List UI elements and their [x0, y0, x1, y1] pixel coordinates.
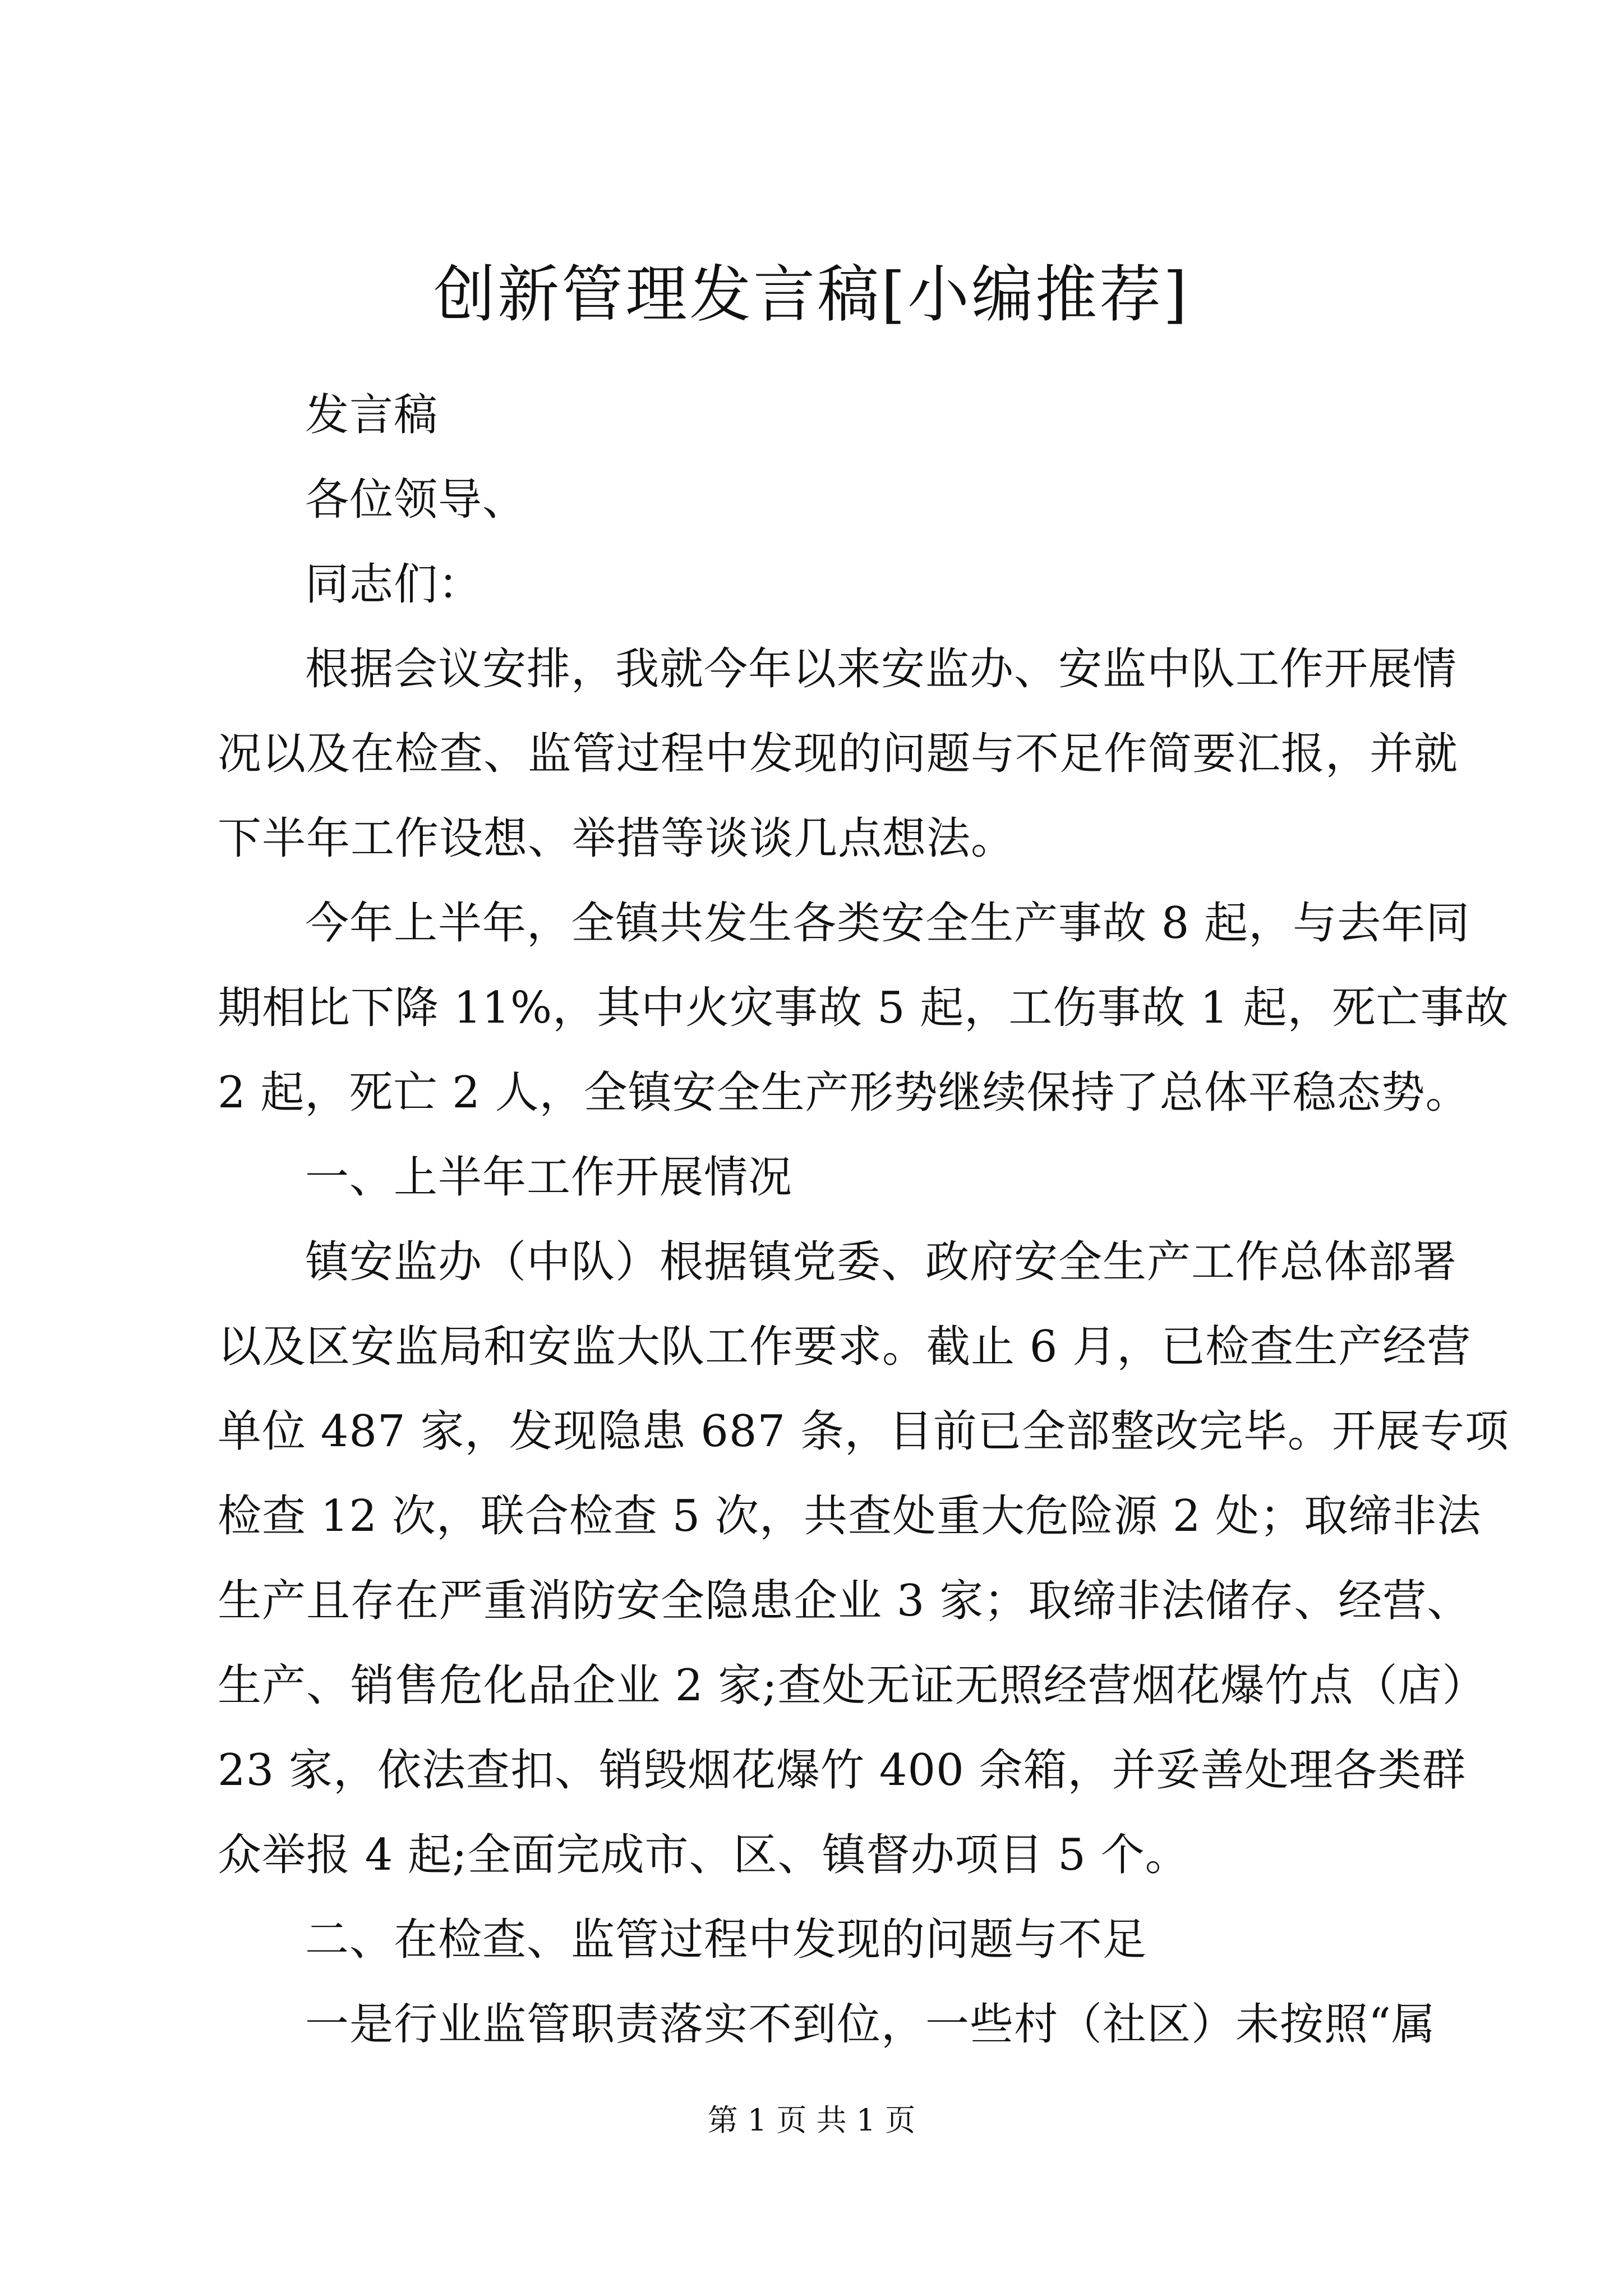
text-line: 众举报 4 起;全面完成市、区、镇督办项目 5 个。	[218, 1830, 1189, 1880]
text-line: 今年上半年，全镇共发生各类安全生产事故 8 起，与去年同	[305, 898, 1470, 949]
text-line: 镇安监办（中队）根据镇党委、政府安全生产工作总体部署	[305, 1237, 1458, 1287]
body-text	[218, 373, 1509, 2067]
text-line: 根据会议安排，我就今年以来安监办、安监中队工作开展情	[305, 644, 1458, 694]
text-line: 生产、销售危化品企业 2 家;查处无证无照经营烟花爆竹点（店）	[218, 1660, 1487, 1711]
text-line: 生产且存在严重消防安全隐患企业 3 家；取缔非法储存、经营、	[218, 1576, 1472, 1626]
text-line: 以及区安监局和安监大队工作要求。截止 6 月，已检查生产经营	[218, 1322, 1472, 1372]
text-line: 同志们：	[305, 559, 483, 610]
text-line: 各位领导、	[305, 475, 527, 525]
page-footer: 第 1 页 共 1 页	[707, 2102, 916, 2138]
text-line: 期相比下降 11%，其中火灾事故 5 起，工伤事故 1 起，死亡事故	[218, 983, 1509, 1033]
text-line: 一是行业监管职责落实不到位，一些村（社区）未按照“属	[305, 1999, 1436, 2050]
text-line: 检查 12 次，联合检查 5 次，共查处重大危险源 2 处；取缔非法	[218, 1491, 1482, 1542]
text-line: 二、在检查、监管过程中发现的问题与不足	[305, 1915, 1147, 1965]
text-line: 23 家，依法查扣、销毁烟花爆竹 400 余箱，并妥善处理各类群	[218, 1745, 1467, 1796]
text-line: 2 起，死亡 2 人，全镇安全生产形势继续保持了总体平稳态势。	[218, 1068, 1470, 1118]
page-title: 创新管理发言稿[小编推荐]	[434, 259, 1189, 330]
text-line: 况以及在检查、监管过程中发现的问题与不足作简要汇报，并就	[218, 729, 1459, 779]
text-line: 一、上半年工作开展情况	[305, 1152, 793, 1203]
text-line: 发言稿	[305, 390, 439, 440]
text-line: 单位 487 家，发现隐患 687 条，目前已全部整改完毕。开展专项	[218, 1406, 1509, 1457]
text-line: 下半年工作设想、举措等谈谈几点想法。	[218, 813, 1016, 864]
